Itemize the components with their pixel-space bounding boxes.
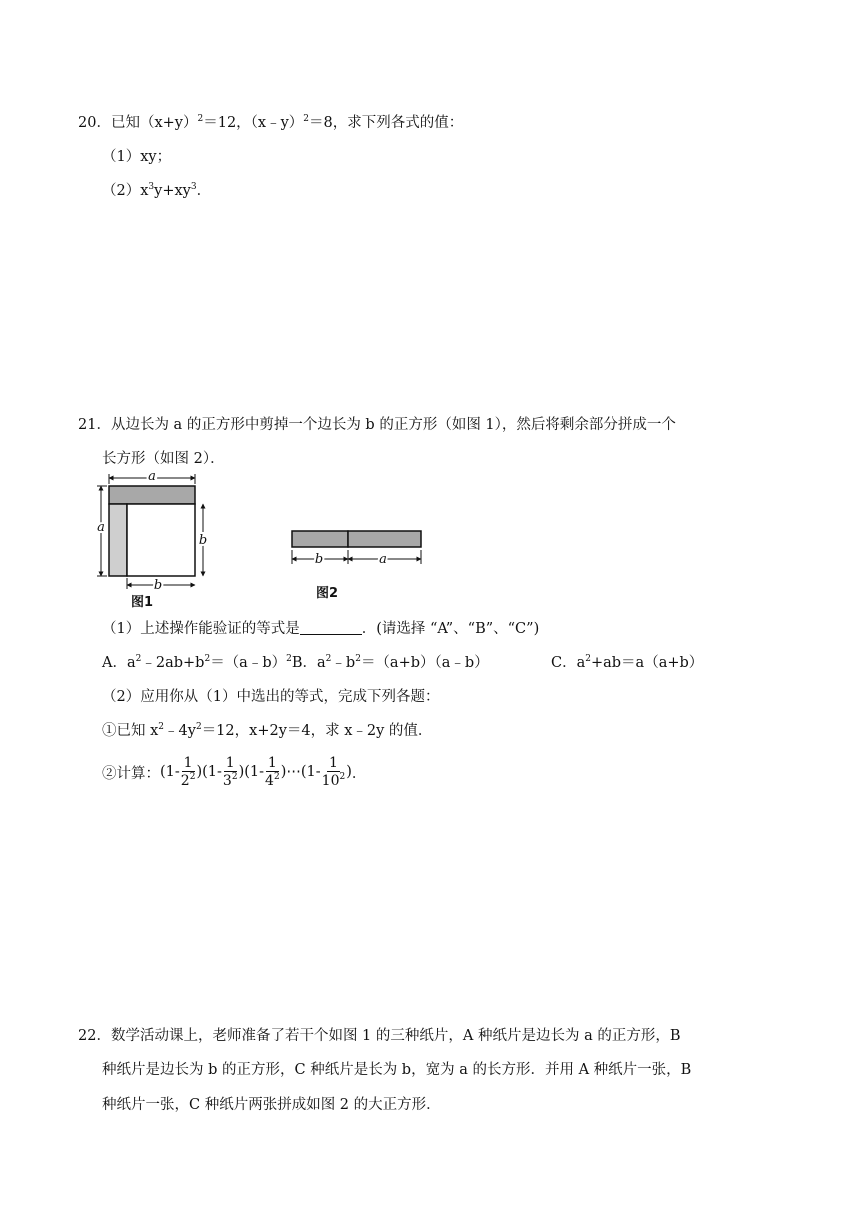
q21-option-a: A．$a^2﹣2ab+b^2=(a﹣b)^2B$．$a^2﹣b^2=(a+b)(a﹣b)$ bbox=[102, 654, 489, 671]
q20-stem: 20．已知$(x+y)^2=12$，（x﹣y）$^2$＝8，求下列各式的值： bbox=[78, 114, 464, 131]
q21-part1: （1）上述操作能验证的等式是 ．(请选择 “A”、“B”、“C”) bbox=[102, 621, 540, 637]
factor-3: (1- $\frac{1}{4^2}$ ) bbox=[244, 755, 287, 789]
q21-stem-line2: 长方形（如图 2）． bbox=[102, 451, 225, 467]
q21-figure-1-label: 图1 bbox=[131, 595, 154, 610]
q21-option-c: C．$a^2+ab=a(a+b)$ bbox=[551, 654, 704, 671]
q20-number: 20． bbox=[78, 115, 111, 131]
fig1-top-strip bbox=[109, 486, 195, 504]
q22-stem-line3: 种纸片一张，C 种纸片两张拼成如图 2 的大正方形． bbox=[102, 1097, 441, 1113]
q21-figure-1 bbox=[92, 468, 222, 608]
fig2-label-a: a bbox=[379, 552, 387, 567]
factor-last: (1- $\frac{1}{10^2}$ ) bbox=[300, 755, 352, 789]
q21-figure-2-label: 图2 bbox=[316, 586, 339, 601]
q22-number: 22． bbox=[78, 1028, 111, 1044]
answer-blank[interactable] bbox=[300, 622, 362, 635]
q20-part1: （1）xy； bbox=[102, 149, 172, 165]
q20-part2: $(2)x^3y+xy^3$． bbox=[102, 182, 212, 199]
fig1-small-square bbox=[127, 504, 195, 576]
q21-figure-2 bbox=[286, 524, 428, 570]
fig1-label-b-right: b bbox=[198, 533, 208, 548]
fig1-label-b-bottom: b bbox=[153, 578, 163, 593]
fig1-label-a-left: a bbox=[97, 520, 105, 535]
factor-1: (1- $\frac{1}{2^2}$ ) bbox=[160, 755, 203, 789]
q21-subquestion-1: ①已知 $x^2﹣4y^2=12$，x+2y＝4，求 x﹣2y 的值． bbox=[102, 722, 433, 739]
q21-subquestion-2: ②计算： (1- $\frac{1}{2^2}$ ) (1- $\frac{1}{3^2}$ ) (1- $\frac{1}{4^2}$ ) ⋯ (1- $\frac{1}{10^2}$ ) ． bbox=[102, 755, 367, 789]
q21-part2: （2）应用你从（1）中选出的等式，完成下列各题： bbox=[102, 689, 440, 705]
q22-stem-line2: 种纸片是边长为 b 的正方形，C 种纸片是长为 b，宽为 a 的长方形．并用 A 种纸片一张，B bbox=[102, 1062, 692, 1078]
q21-option-b: B．$a^2﹣b^2=(a+b)(a﹣b)$ bbox=[291, 654, 489, 671]
q21-stem-line1: 21．从边长为 a 的正方形中剪掉一个边长为 b 的正方形（如图 1），然后将剩余部分拼成一个 bbox=[78, 417, 676, 433]
fig1-left-strip bbox=[109, 504, 127, 576]
q22-stem-line1: 22．数学活动课上，老师准备了若干个如图 1 的三种纸片，A 种纸片是边长为 a 的正方形，B bbox=[78, 1028, 681, 1044]
q21-number: 21． bbox=[78, 417, 111, 433]
fig2-right-piece bbox=[348, 531, 421, 547]
ellipsis: ⋯ bbox=[286, 764, 301, 780]
fig2-label-b: b bbox=[314, 552, 324, 567]
factor-2: (1- $\frac{1}{3^2}$ ) bbox=[202, 755, 245, 789]
fig1-label-a-top: a bbox=[148, 469, 156, 484]
fig2-left-piece bbox=[292, 531, 348, 547]
